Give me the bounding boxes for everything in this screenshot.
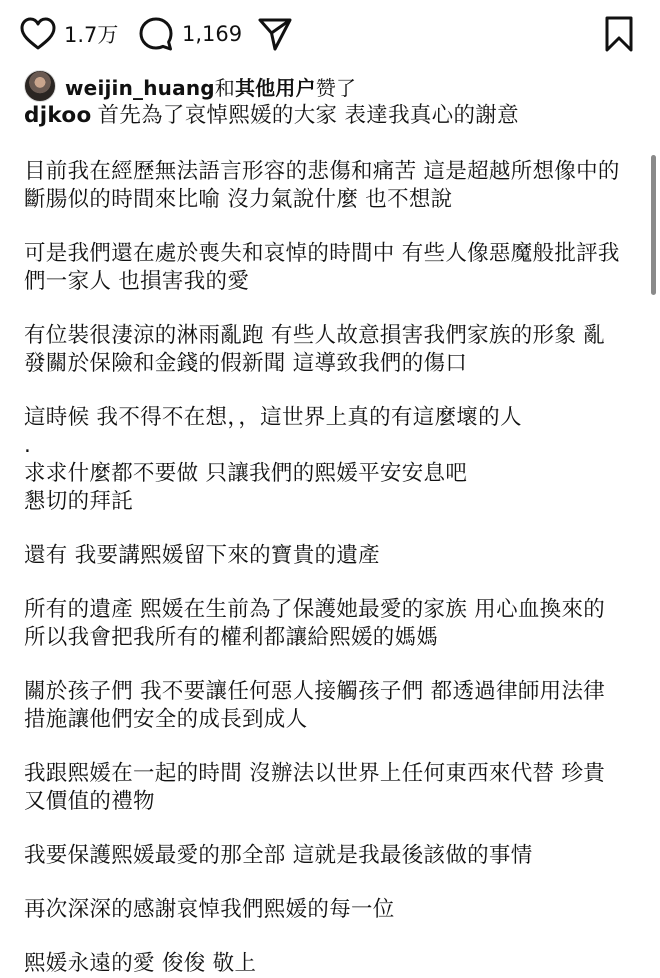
caption-line: 又價值的禮物 (24, 789, 155, 814)
caption-username[interactable]: djkoo (24, 103, 92, 128)
avatar[interactable] (24, 70, 56, 102)
caption-line: 所以我會把我所有的權利都讓給熙媛的媽媽 (24, 625, 439, 650)
caption-line: 我跟熙媛在一起的時間 沒辦法以世界上任何東西來代替 珍貴 (24, 761, 606, 786)
caption-line: 求求什麼都不要做 只讓我們的熙媛平安安息吧 (24, 461, 468, 486)
paper-plane-icon (257, 16, 293, 52)
caption-line: 們一家人 也損害我的愛 (24, 269, 250, 294)
caption-line: 懇切的拜託 (24, 489, 134, 514)
like-count: 1.7万 (64, 23, 119, 47)
liked-by-connector: 和 (214, 75, 235, 100)
caption-line: 斷腸似的時間來比喻 沒力氣說什麼 也不想說 (24, 187, 453, 212)
comment-bubble-icon (138, 16, 174, 52)
caption-line: 所有的遺產 熙媛在生前為了保護她最愛的家族 用心血換來的 (24, 597, 606, 622)
caption-line: 再次深深的感謝哀悼我們熙媛的每一位 (24, 897, 395, 922)
caption-line: . (24, 433, 32, 458)
bookmark-icon (602, 15, 636, 53)
caption-line: 還有 我要講熙媛留下來的寶貴的遺產 (24, 543, 380, 568)
comment-count: 1,169 (182, 22, 243, 46)
liked-by-others[interactable]: 其他用户 (234, 75, 316, 100)
caption-line: 熙媛永遠的愛 俊俊 敬上 (24, 951, 257, 976)
liked-by-username[interactable]: weijin_huang (65, 75, 215, 100)
save-button[interactable] (602, 14, 636, 54)
caption-line: 這時候 我不得不在想，，這世界上真的有這麼壞的人 (24, 405, 522, 430)
post-caption (24, 102, 636, 978)
like-button[interactable] (20, 14, 118, 54)
caption-line: 我要保護熙媛最愛的那全部 這就是我最後該做的事情 (24, 843, 533, 868)
liked-by-row[interactable] (24, 70, 356, 102)
caption-line: 有位裝很淒涼的淋雨亂跑 有些人故意損害我們家族的形象 亂 (24, 323, 606, 348)
scrollbar-thumb[interactable] (651, 155, 656, 295)
post-action-bar (0, 0, 660, 68)
comment-button[interactable] (138, 14, 242, 54)
caption-first-line (24, 102, 636, 130)
caption-line: 可是我們還在處於喪失和哀悼的時間中 有些人像惡魔般批評我 (24, 241, 620, 266)
caption-line: 措施讓他們安全的成長到成人 (24, 707, 308, 732)
caption-line: 首先為了哀悼熙媛的大家 表達我真心的謝意 (97, 103, 519, 128)
liked-by-text (65, 72, 356, 101)
heart-icon (20, 17, 56, 51)
caption-line: 關於孩子們 我不要讓任何惡人接觸孩子們 都透過律師用法律 (24, 679, 606, 704)
share-button[interactable] (257, 14, 293, 54)
caption-line: 目前我在經歷無法語言形容的悲傷和痛苦 這是超越所想像中的 (24, 159, 620, 184)
liked-by-suffix: 赞了 (315, 75, 357, 100)
caption-line: 發關於保險和金錢的假新聞 這導致我們的傷口 (24, 351, 468, 376)
